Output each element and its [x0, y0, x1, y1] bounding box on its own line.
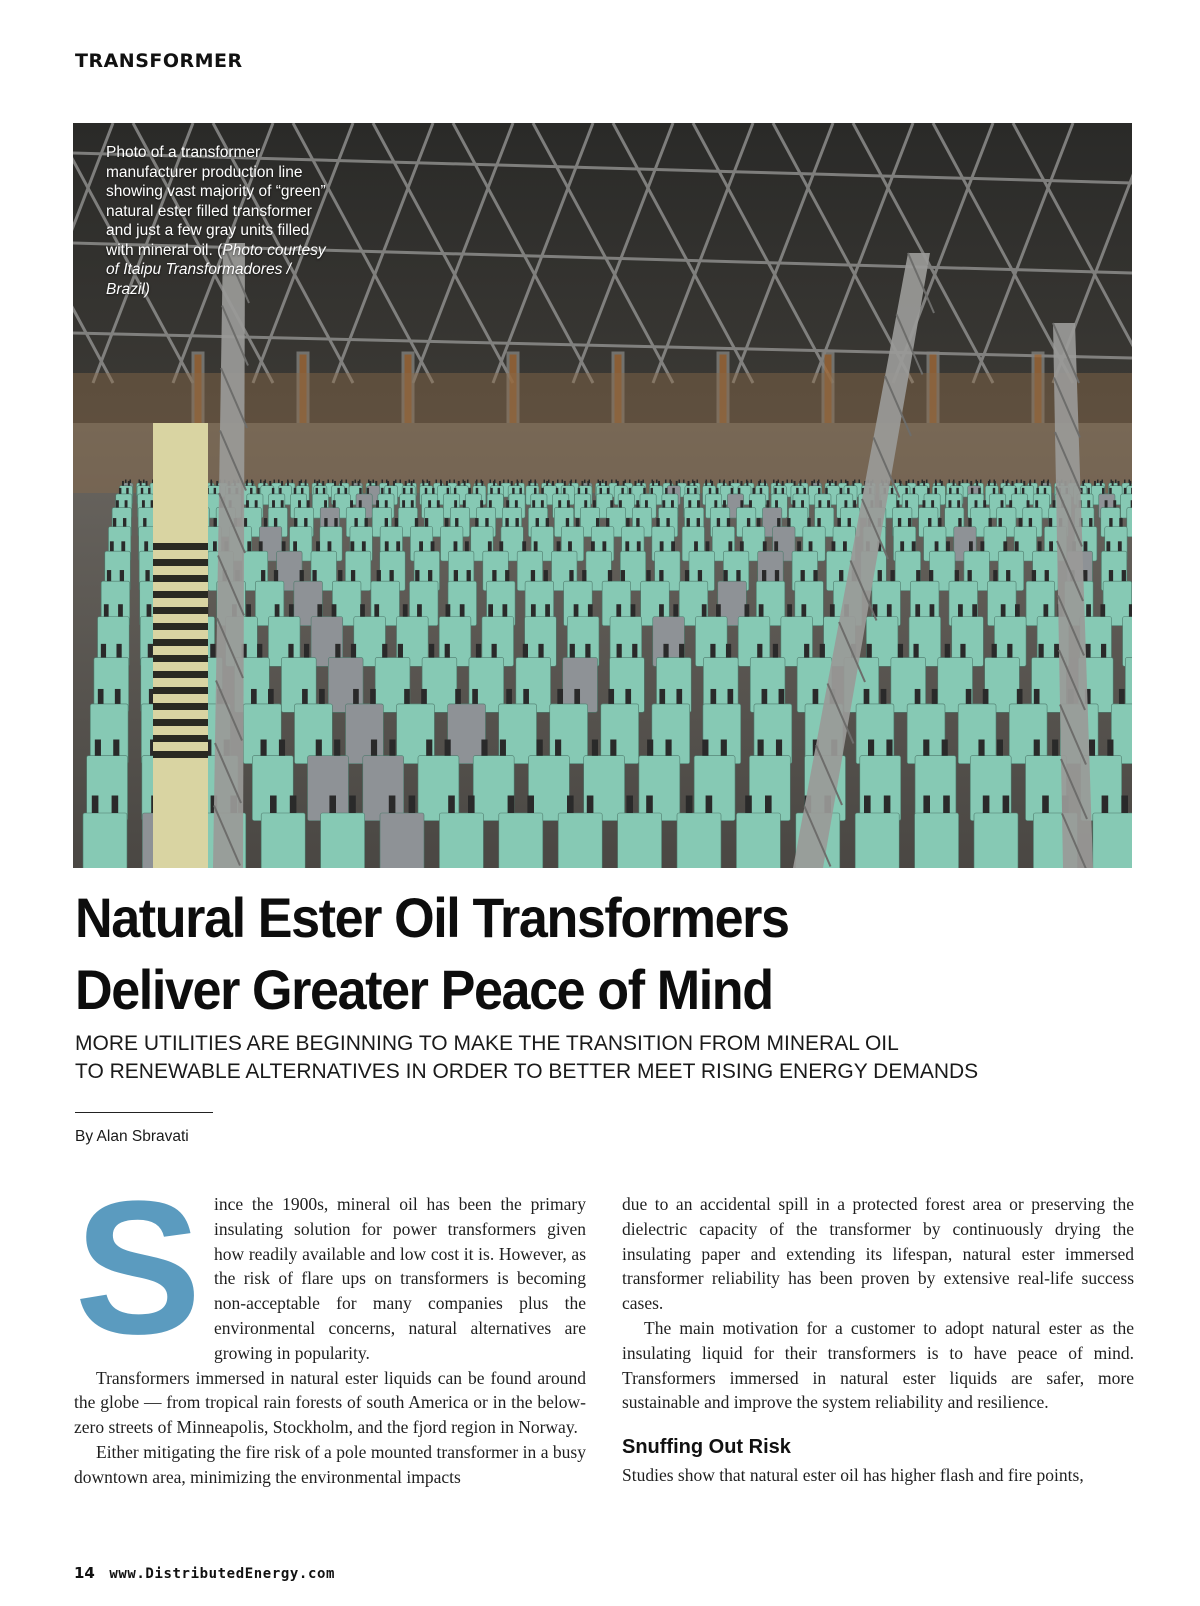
section-heading: Snuffing Out Risk [622, 1436, 791, 1459]
paragraph-6: Studies show that natural ester oil has higher flash and fire points, [622, 1465, 1084, 1486]
deck-line-2: TO RENEWABLE ALTERNATIVES IN ORDER TO BETTER MEET RISING ENERGY DEMANDS [75, 1060, 979, 1083]
byline-rule [75, 1112, 213, 1113]
page-number: 14 [74, 1564, 95, 1582]
drop-cap [74, 1196, 202, 1339]
deck-line-1: MORE UTILITIES ARE BEGINNING TO MAKE THE TRANSITION FROM MINERAL OIL [75, 1032, 899, 1055]
drop-cap-letter: S [74, 1196, 202, 1339]
page-footer [74, 1564, 335, 1582]
paragraph-3: Either mitigating the fire risk of a pole mounted transformer in a busy downtown area, minimizing the environmental impacts [74, 1441, 586, 1487]
photo-caption-text: Photo of a transformer manufacturer production line showing vast majority of “green” natural ester filled transformer and just a few gray units filled with mineral oil. ( [106, 144, 326, 259]
headline-line-1: Natural Ester Oil Transformers [75, 886, 789, 949]
hero-photo [73, 123, 1132, 868]
paragraph-4: due to an accidental spill in a protected forest area or preserving the dielectric capacity of the transformer by continuously drying the insulating paper and extending its lifespan, natural ester immersed transformer reliability has been proven by extensive real-life success cases. [622, 1194, 1134, 1314]
website-url: www.DistributedEnergy.com [109, 1566, 336, 1582]
paragraph-5: The main motivation for a customer to adopt natural ester as the insulating liquid for their transformers is to have peace of mind. Transformers immersed in natural ester liquids are safer, more sustainable and improve the system reliability and resilience. [622, 1317, 1134, 1413]
headline [75, 882, 1061, 1026]
byline: By Alan Sbravati [75, 1128, 189, 1145]
article-column-left [74, 1192, 586, 1490]
paragraph-1: ince the 1900s, mineral oil has been the primary insulating solution for power transformers given how readily available and low cost it is. However, as the risk of flare ups on transformers is becoming non-acceptable for many companies plus the environmental concerns, natural alternatives are growing in popularity. [214, 1194, 586, 1363]
section-label: TRANSFORMER [75, 50, 243, 72]
headline-line-2: Deliver Greater Peace of Mind [75, 958, 773, 1021]
article-column-right [622, 1192, 1134, 1488]
paragraph-2: Transformers immersed in natural ester liquids can be found around the globe — from tropical rain forests of south America or in the below-zero streets of Minneapolis, Stockholm, and the fjord region in Norway. [74, 1367, 586, 1438]
photo-credit: Photo courtesy of Itaipu Transformadores / Brazil) [106, 241, 326, 298]
deck-subtitle [75, 1030, 1135, 1086]
photo-caption [106, 143, 336, 299]
